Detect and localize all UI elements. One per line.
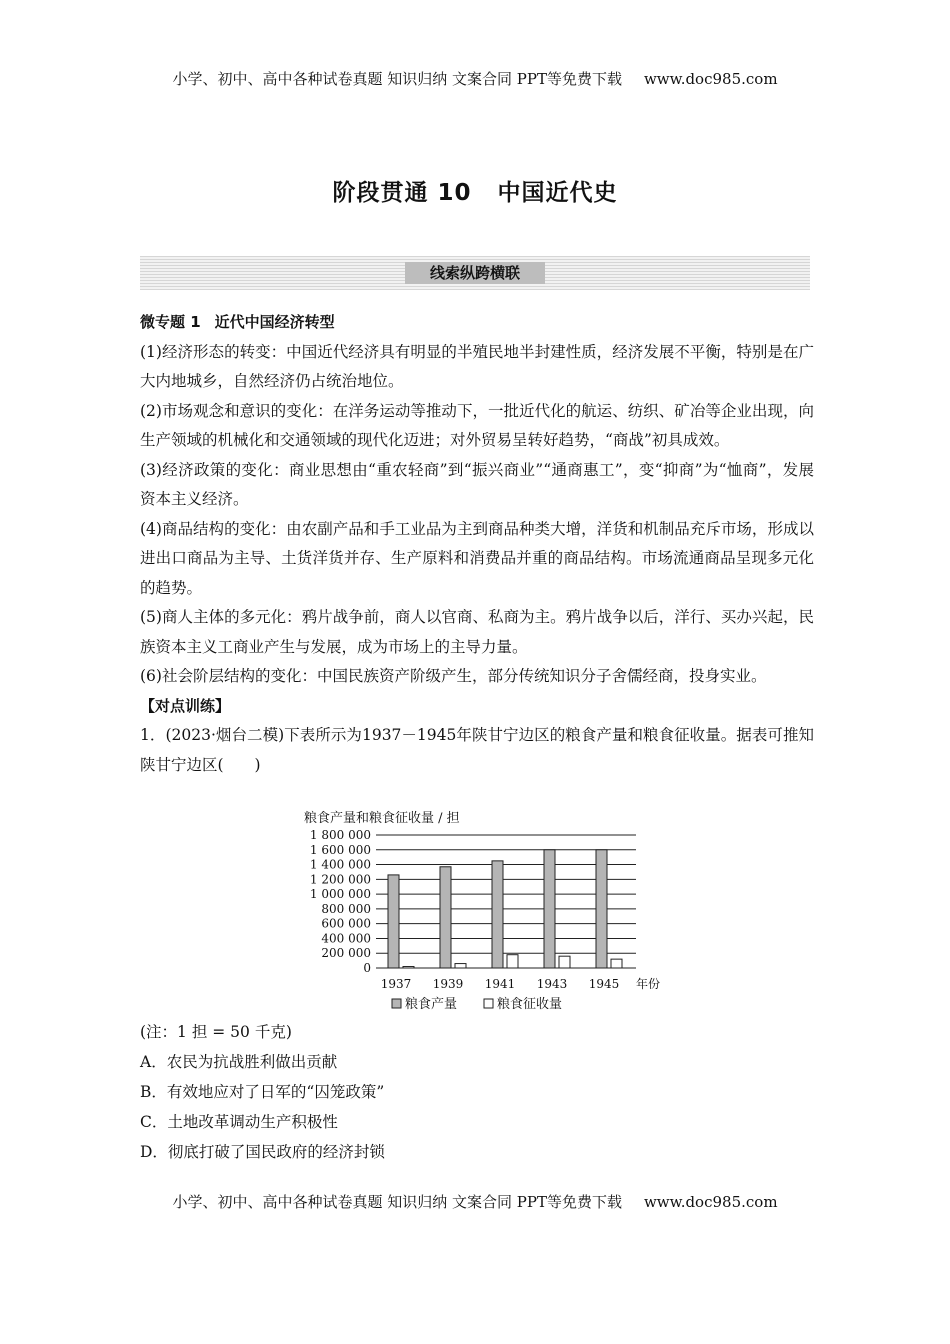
banner-label: 线索纵跨横联 xyxy=(405,262,545,284)
question-stem: 1．(2023·烟台二模)下表所示为1937－1945年陕甘宁边区的粮食产量和粮食征收量。据表可推知陕甘宁边区( ) xyxy=(140,726,814,774)
paragraph-5: (5)商人主体的多元化：鸦片战争前，商人以官商、私商为主。鸦片战争以后，洋行、买办兴起，民族资本主义工商业产生与发展，成为市场上的主导力量。 xyxy=(140,608,814,656)
x-tick-label: 1939 xyxy=(432,977,464,991)
paragraph-3: (3)经济政策的变化：商业思想由“重农轻商”到“振兴商业”“通商惠工”，变“抑商”为“恤商”，发展资本主义经济。 xyxy=(140,460,814,508)
header-text: 小学、初中、高中各种试卷真题 知识归纳 文案合同 PPT等免费下载 xyxy=(172,70,622,88)
y-tick-label: 600 000 xyxy=(321,916,371,931)
page-title xyxy=(0,174,950,207)
y-tick-label: 1 600 000 xyxy=(309,842,371,857)
y-tick-label: 200 000 xyxy=(321,946,371,961)
paragraph-1: (1)经济形态的转变：中国近代经济具有明显的半殖民地半封建性质，经济发展不平衡，特别是在广大内地城乡，自然经济仍占统治地位。 xyxy=(140,342,814,390)
bar-collection xyxy=(559,956,570,968)
option-d[interactable]: D．彻底打破了国民政府的经济封锁 xyxy=(140,1143,385,1161)
page-header xyxy=(0,68,950,89)
bar-production xyxy=(492,861,503,968)
bar-production xyxy=(596,850,607,968)
header-site-link[interactable]: www.doc985.com xyxy=(643,70,778,88)
footer-site-link[interactable]: www.doc985.com xyxy=(643,1193,778,1211)
legend-swatch-collection xyxy=(484,999,493,1008)
chart-note: (注：1 担 = 50 千克) xyxy=(140,1023,292,1041)
y-tick-label: 800 000 xyxy=(321,901,371,916)
bar-collection xyxy=(611,959,622,968)
y-tick-label: 1 800 000 xyxy=(309,828,371,842)
y-tick-label: 0 xyxy=(363,961,371,975)
bar-production xyxy=(440,867,451,968)
option-a[interactable]: A．农民为抗战胜利做出贡献 xyxy=(140,1053,338,1071)
main-content xyxy=(140,308,814,780)
x-tick-label: 1945 xyxy=(588,977,620,991)
title-part-1: 阶段贯通 10 xyxy=(332,180,472,206)
section-title: 近代中国经济转型 xyxy=(214,313,335,331)
chart-title: 粮食产量和粮食征收量 / 担 xyxy=(304,811,460,826)
chart-svg xyxy=(300,808,670,1018)
legend-label-production: 粮食产量 xyxy=(405,997,458,1012)
bar-collection xyxy=(455,964,466,968)
legend-swatch-production xyxy=(392,999,401,1008)
bar-collection xyxy=(403,967,414,968)
y-tick-label: 1 400 000 xyxy=(309,857,371,872)
y-tick-label: 1 000 000 xyxy=(309,887,371,902)
practice-heading: 【对点训练】 xyxy=(140,696,231,715)
section-heading xyxy=(140,308,814,338)
x-tick-label: 1937 xyxy=(380,977,412,991)
option-c[interactable]: C．土地改革调动生产积极性 xyxy=(140,1113,338,1131)
x-tick-label: 1941 xyxy=(484,977,516,991)
legend-label-collection: 粮食征收量 xyxy=(497,997,563,1012)
paragraph-6: (6)社会阶层结构的变化：中国民族资产阶级产生，部分传统知识分子舍儒经商，投身实业。 xyxy=(140,667,767,685)
footer-text: 小学、初中、高中各种试卷真题 知识归纳 文案合同 PPT等免费下载 xyxy=(172,1193,622,1211)
bar-production xyxy=(388,875,399,968)
bar-chart xyxy=(300,808,670,1018)
paragraph-2: (2)市场观念和意识的变化：在洋务运动等推动下，一批近代化的航运、纺织、矿冶等企业出现，向生产领域的机械化和交通领域的现代化迈进；对外贸易呈转好趋势，“商战”初具成效。 xyxy=(140,401,814,449)
section-label: 微专题 1 xyxy=(140,313,201,331)
x-axis-unit-label: 年份 xyxy=(636,977,661,991)
question-options-block xyxy=(140,1017,814,1167)
x-tick-label: 1943 xyxy=(536,977,568,991)
page-footer xyxy=(0,1191,950,1212)
paragraph-4: (4)商品结构的变化：由农副产品和手工业品为主到商品种类大增，洋货和机制品充斥市场，形成以进出口商品为主导、土货洋货并存、生产原料和消费品并重的商品结构。市场流通商品呈现多元化的趋势。 xyxy=(140,519,814,597)
y-tick-label: 1 200 000 xyxy=(309,872,371,887)
bar-production xyxy=(544,850,555,968)
section-banner xyxy=(140,256,810,290)
bar-collection xyxy=(507,955,518,968)
option-b[interactable]: B．有效地应对了日军的“囚笼政策” xyxy=(140,1083,385,1101)
title-part-2: 中国近代史 xyxy=(497,180,618,206)
y-tick-label: 400 000 xyxy=(321,931,371,946)
